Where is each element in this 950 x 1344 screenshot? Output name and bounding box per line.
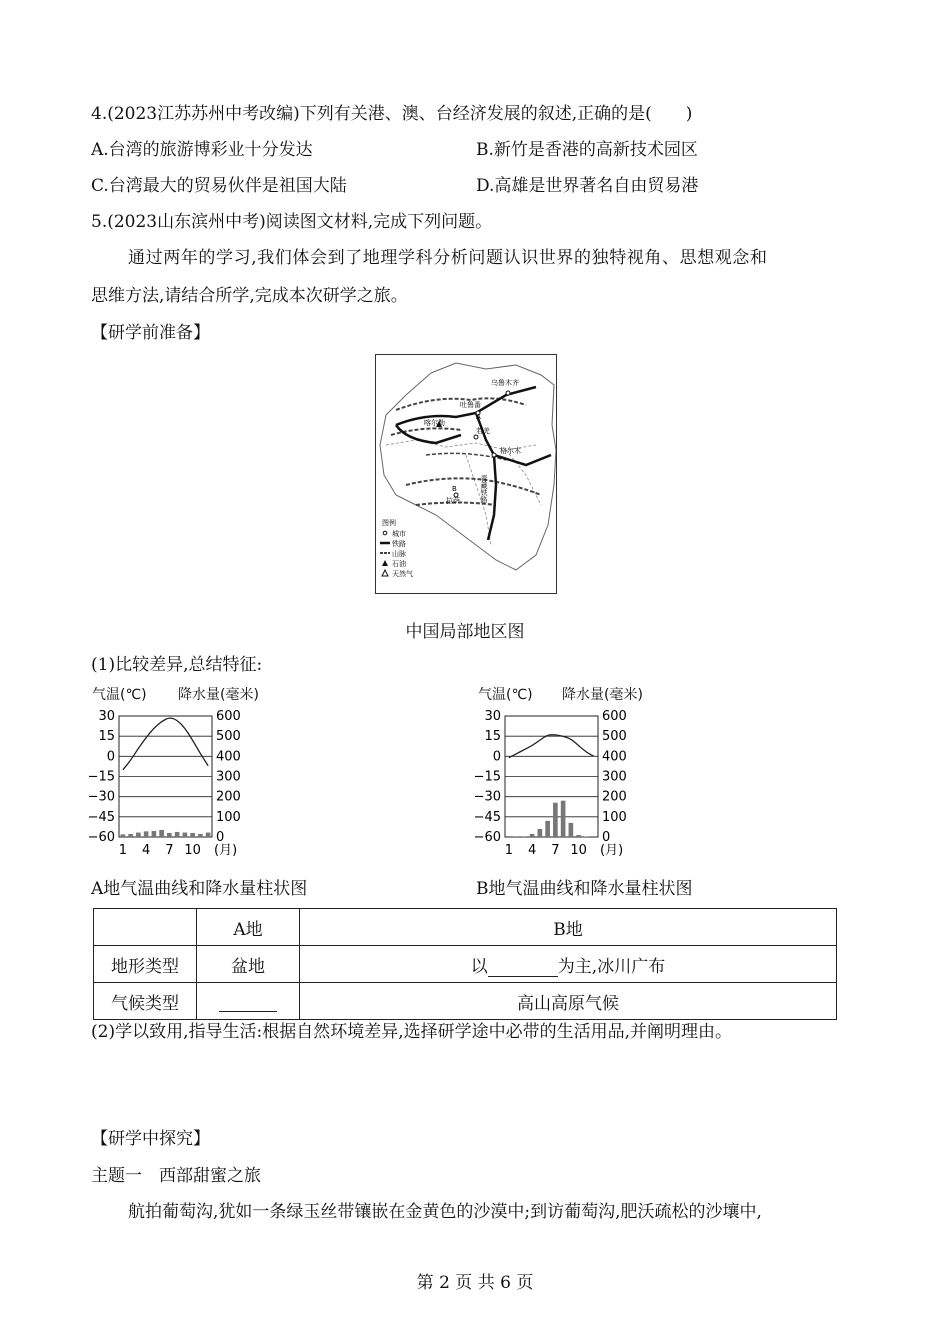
table-cell-climate-a[interactable] [197, 983, 300, 1020]
chart-b-month-tick: 4 [527, 843, 537, 858]
chart-b-temp-tick: 30 [484, 709, 501, 724]
chart-a-precip-bar [152, 831, 157, 837]
chart-a-precip-bar [121, 834, 126, 837]
chart-b-title: B地气温曲线和降水量柱状图 [476, 879, 693, 899]
chart-b-temp-tick: −30 [474, 789, 501, 805]
legend-title: 图例 [382, 519, 396, 527]
chart-a-plot [88, 682, 288, 862]
chart-b-precip-tick: 400 [602, 749, 627, 765]
chart-b-precip-bar [545, 821, 550, 837]
chart-a-precip-tick: 100 [216, 809, 241, 825]
table-header-b: B地 [300, 909, 837, 946]
chart-a-month-unit: (月) [214, 843, 238, 858]
table-cell-landform-b [300, 946, 837, 983]
q5-sub-question-2: (2)学以致用,指导生活:根据自然环境差异,选择研学途中必带的生活用品,并阐明理由。 [91, 1022, 733, 1042]
chart-b-month-unit: (月) [600, 843, 624, 858]
chart-a-precip-bar [159, 830, 164, 837]
section-prep-heading: 【研学前准备】 [91, 323, 210, 343]
chart-b-precip-bar [530, 834, 535, 837]
map-label-a: A [476, 413, 481, 421]
map-label-lasa: 拉萨 [446, 497, 460, 505]
chart-a-precip-bar [136, 833, 141, 837]
map-label-wulumuqi: 乌鲁木齐 [491, 379, 519, 387]
chart-b-month-tick: 7 [551, 843, 560, 858]
chart-b-precip-bar [538, 829, 543, 837]
map-caption: 中国局部地区图 [405, 622, 525, 642]
table-header-a: A地 [197, 909, 300, 946]
chart-a-title: A地气温曲线和降水量柱状图 [91, 879, 308, 899]
table-row-landform [94, 946, 837, 983]
chart-a-precip-bar [198, 834, 203, 837]
comparison-table [93, 908, 837, 1020]
chart-b-precip-tick: 600 [602, 709, 627, 724]
table-cell-landform-a: 盆地 [197, 946, 300, 983]
chart-a-temp-tick: 30 [98, 709, 115, 724]
map-label-qingzang: 青藏铁路 [480, 475, 488, 503]
q4-option-c: C.台湾最大的贸易伙伴是祖国大陆 [91, 176, 347, 196]
chart-a [88, 682, 288, 862]
chart-a-precip-bar [167, 833, 172, 837]
chart-a-precip-tick: 600 [216, 709, 241, 724]
chart-b-precip-tick: 500 [602, 729, 627, 745]
chart-b-temp-tick: −45 [474, 809, 501, 825]
legend-item-mountain: 山脉 [392, 550, 406, 558]
chart-b-plot [474, 682, 674, 862]
chart-b-temp-tick: −60 [474, 830, 501, 845]
climate-a-blank[interactable] [219, 991, 277, 1012]
chart-b-precip-bar [561, 801, 566, 837]
chart-a-temp-tick: −60 [88, 830, 115, 845]
q5-paragraph-2: 思维方法,请结合所学,完成本次研学之旅。 [91, 286, 408, 306]
legend-item-gas: 天然气 [392, 570, 413, 578]
chart-a-precip-axis-label: 降水量(毫米) [178, 687, 259, 703]
map-label-tulufan: 吐鲁番 [460, 401, 481, 409]
chart-a-precip-bar [190, 833, 195, 837]
q5-stem: 5.(2023山东滨州中考)阅读图文材料,完成下列问题。 [91, 212, 493, 232]
chart-a-precip-tick: 300 [216, 769, 241, 785]
chart-a-month-tick: 4 [141, 843, 151, 858]
chart-b-precip-tick: 200 [602, 789, 627, 805]
q5-paragraph-3: 航拍葡萄沟,犹如一条绿玉丝带镶嵌在金黄色的沙漠中;到访葡萄沟,肥沃疏松的沙壤中, [128, 1202, 762, 1222]
q4-option-b: B.新竹是香港的高新技术园区 [476, 140, 698, 160]
chart-b-precip-tick: 0 [602, 830, 611, 845]
chart-b-precip-tick: 300 [602, 769, 627, 785]
chart-b-precip-tick: 100 [602, 809, 627, 825]
chart-a-precip-tick: 400 [216, 749, 241, 765]
chart-b-precip-bar [569, 823, 574, 837]
chart-a-precip-bar [183, 833, 188, 837]
landform-b-suffix: 为主,冰川广布 [557, 956, 666, 977]
chart-b-temp-tick: 15 [484, 729, 501, 745]
chart-b [474, 682, 674, 862]
chart-a-temp-curve [123, 718, 208, 770]
chart-a-temp-tick: 0 [106, 749, 115, 765]
map-label-geermu: 格尔木 [500, 447, 521, 455]
chart-a-temp-tick: −15 [88, 769, 115, 785]
legend-item-railway: 铁路 [392, 540, 406, 548]
chart-b-temp-tick: 0 [492, 749, 501, 765]
page-footer: 第 2 页 共 6 页 [416, 1273, 534, 1293]
chart-a-temp-tick: 15 [98, 729, 115, 745]
table-cell-climate-b: 高山高原气候 [300, 983, 837, 1020]
map-drawing [376, 355, 556, 593]
chart-a-precip-tick: 200 [216, 789, 241, 805]
chart-a-temp-tick: −30 [88, 789, 115, 805]
chart-b-precip-bar [553, 803, 558, 837]
chart-b-month-tick: 1 [504, 843, 514, 858]
chart-a-month-tick: 1 [118, 843, 128, 858]
q4-stem: 4.(2023江苏苏州中考改编)下列有关港、澳、台经济发展的叙述,正确的是( ) [91, 104, 693, 124]
chart-a-precip-bar [128, 834, 133, 837]
table-header-empty [94, 909, 197, 946]
chart-a-precip-tick: 500 [216, 729, 241, 745]
map-label-kashi: 喀尔勒 [424, 419, 445, 427]
chart-a-precip-bar [175, 832, 180, 837]
map-label-ruoqiang: 若羌 [476, 427, 490, 435]
legend-oil-icon [382, 560, 388, 566]
chart-b-temp-axis-label: 气温(℃) [478, 687, 533, 703]
q5-sub-question-1: (1)比较差异,总结特征: [91, 655, 263, 675]
section-mid-heading: 【研学中探究】 [91, 1129, 210, 1149]
table-header-row [94, 909, 837, 946]
chart-b-temp-curve [509, 735, 594, 758]
q4-option-a: A.台湾的旅游博彩业十分发达 [91, 140, 313, 160]
chart-b-precip-bar [522, 836, 527, 837]
legend-gas-icon [382, 570, 388, 576]
legend-item-oil: 石油 [392, 560, 406, 568]
chart-a-precip-bar [206, 833, 211, 837]
chart-a-month-tick: 10 [184, 843, 201, 858]
chart-a-temp-axis-label: 气温(℃) [92, 687, 147, 703]
map-label-b: B [452, 485, 457, 493]
chart-a-month-tick: 7 [165, 843, 174, 858]
chart-a-precip-tick: 0 [216, 830, 225, 845]
table-cell-climate-label: 气候类型 [94, 983, 197, 1020]
legend-city-icon [383, 531, 387, 535]
chart-b-temp-tick: −15 [474, 769, 501, 785]
theme-1-heading: 主题一 西部甜蜜之旅 [91, 1166, 261, 1186]
regional-map [375, 354, 557, 594]
table-row-climate [94, 983, 837, 1020]
legend-item-city: 城市 [392, 530, 406, 538]
chart-b-precip-bar [576, 835, 581, 837]
q5-paragraph-1: 通过两年的学习,我们体会到了地理学科分析问题认识世界的独特视角、思想观念和 [128, 248, 768, 268]
table-cell-landform-label: 地形类型 [94, 946, 197, 983]
q4-option-d: D.高雄是世界著名自由贸易港 [476, 176, 699, 196]
chart-a-precip-bar [144, 831, 149, 837]
chart-b-month-tick: 10 [570, 843, 587, 858]
landform-b-blank[interactable] [488, 960, 558, 977]
chart-a-temp-tick: −45 [88, 809, 115, 825]
landform-b-prefix: 以 [470, 956, 488, 977]
chart-b-precip-axis-label: 降水量(毫米) [562, 687, 643, 703]
